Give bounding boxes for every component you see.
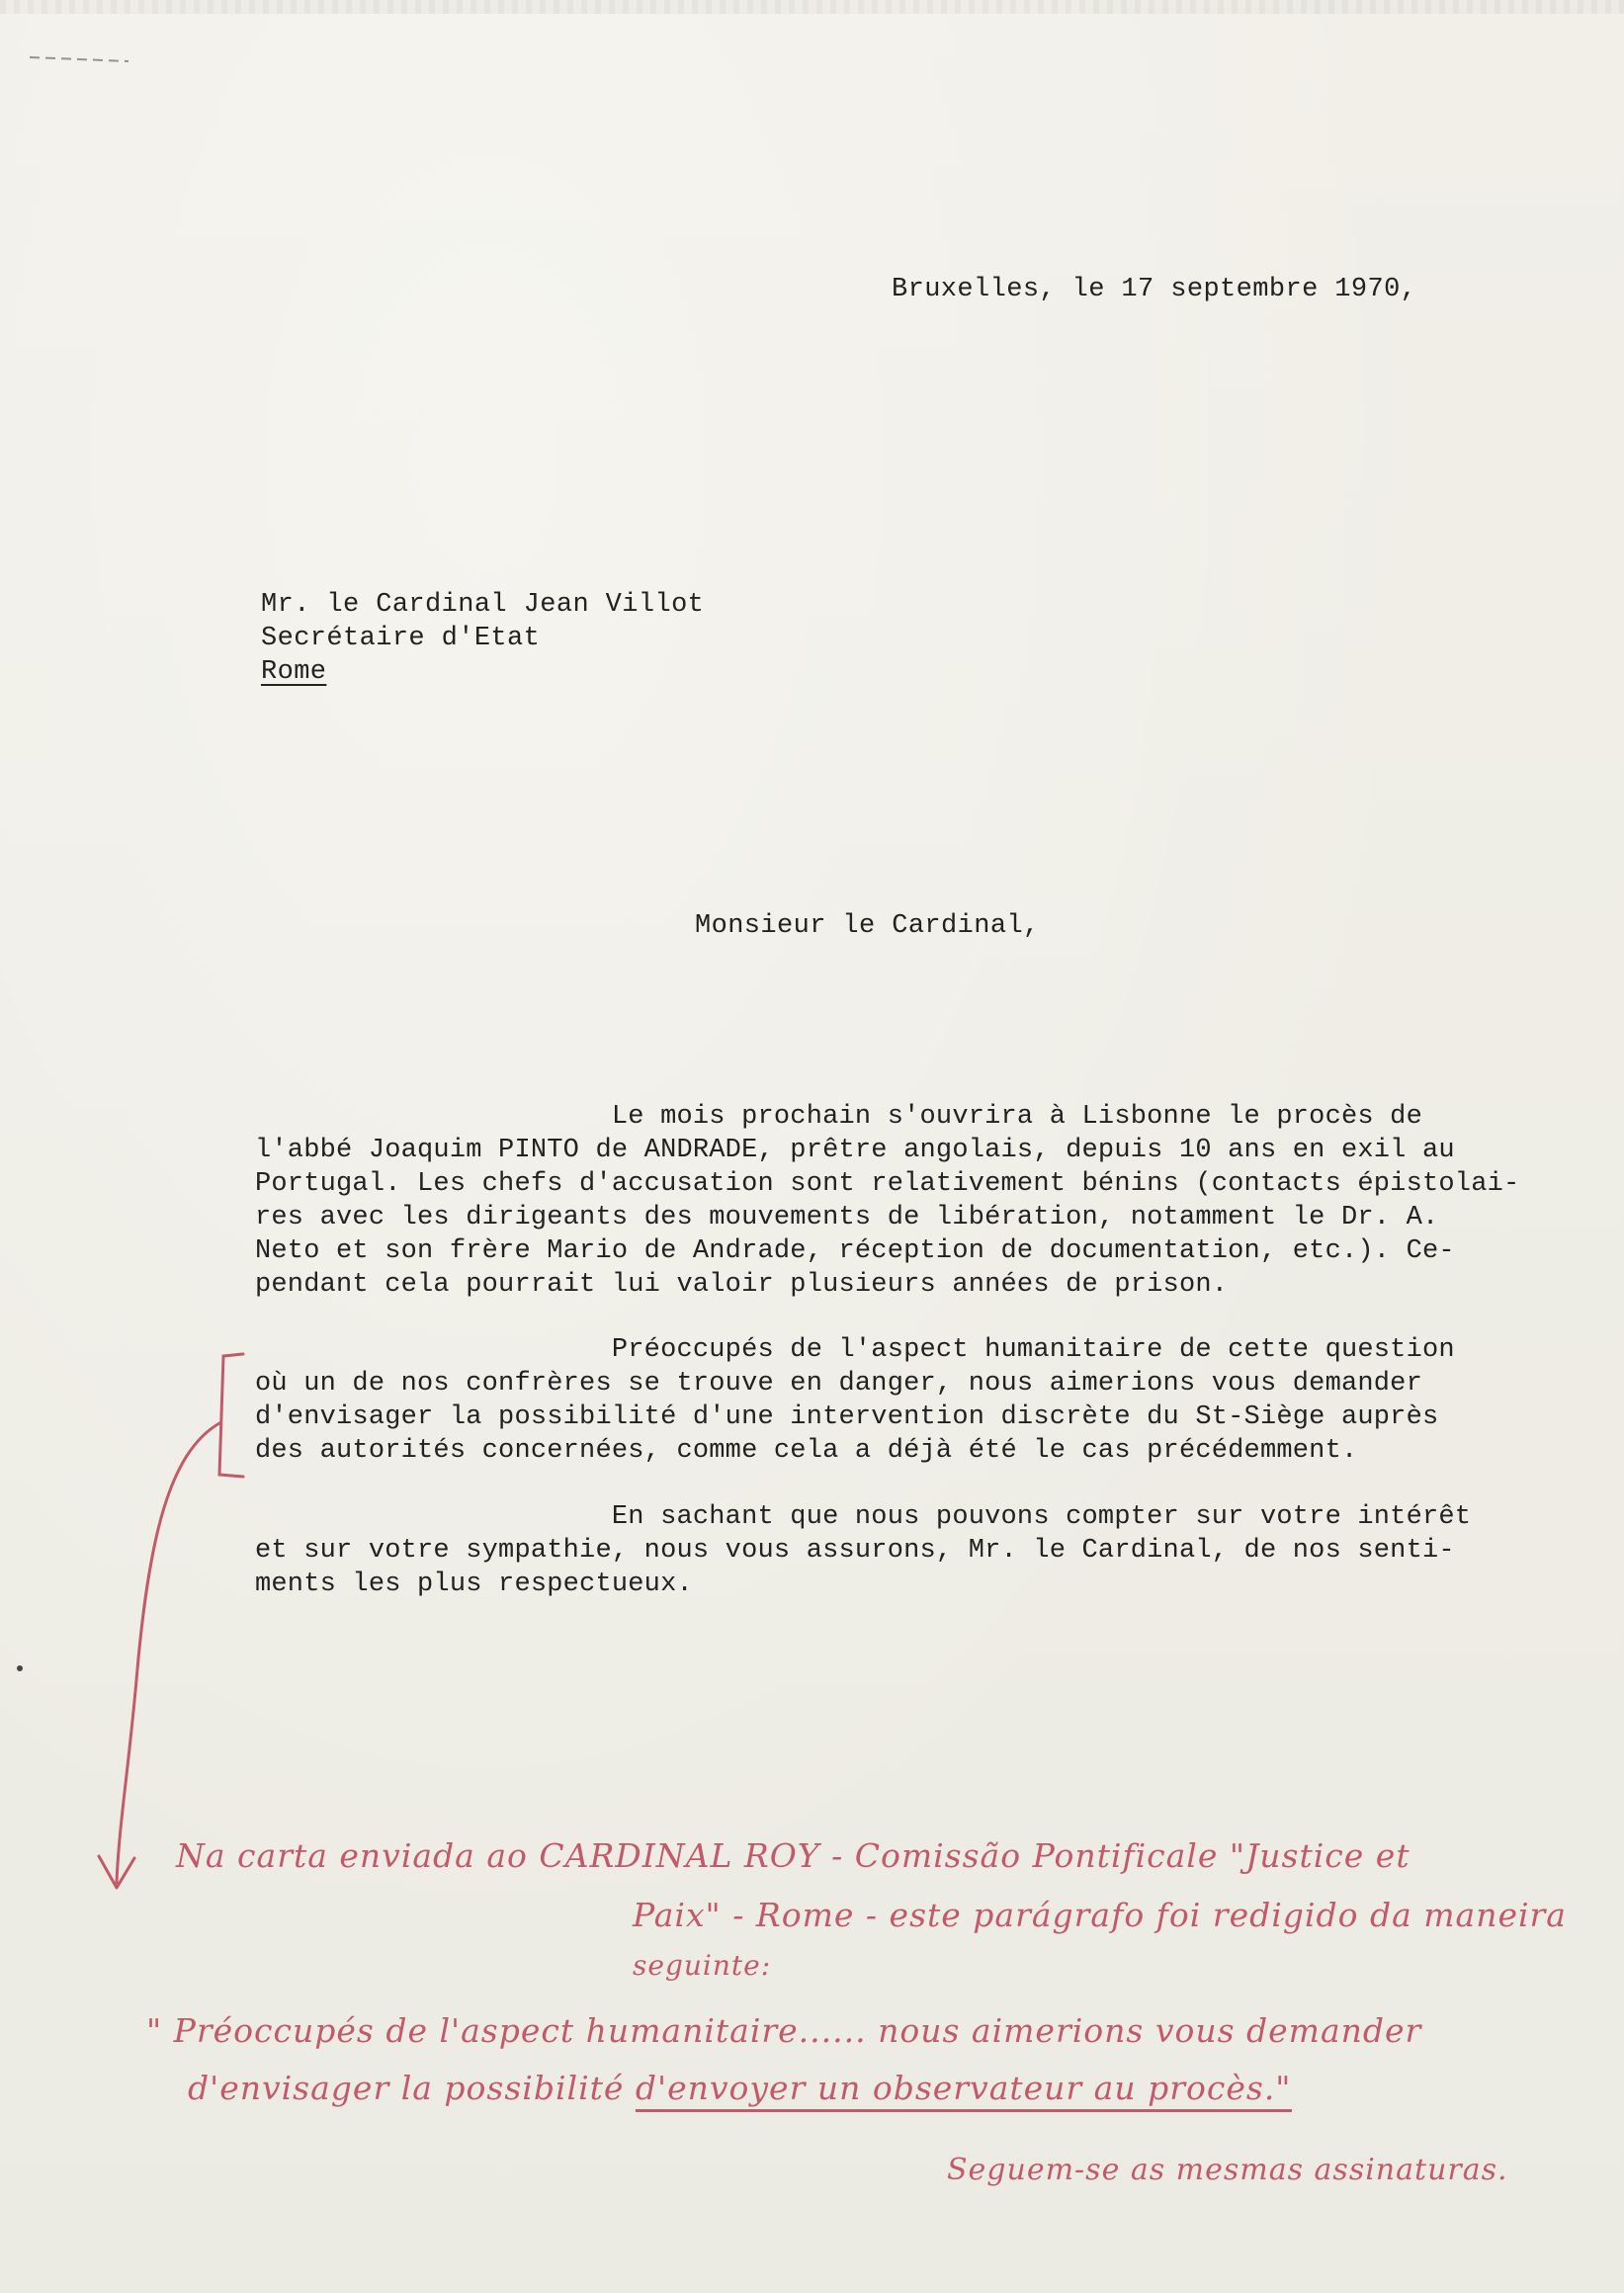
scan-speck (30, 57, 128, 61)
annotation-line-5 (188, 2069, 1292, 2107)
paragraph-line: des autorités concernées, comme cela a déjà été le cas précédemment. (255, 1436, 1358, 1466)
annotation-underlined-phrase: d'envoyer un observateur au procès." (636, 2069, 1292, 2112)
paragraph-line: ments les plus respectueux. (255, 1570, 693, 1599)
paragraph-line: Le mois prochain s'ouvrira à Lisbonne le procès de (255, 1102, 1422, 1132)
annotation-line-6: Seguem-se as mesmas assinaturas. (947, 2153, 1508, 2187)
annotation-line-3: seguinte: (633, 1949, 772, 1982)
paragraph-line: l'abbé Joaquim PINTO de ANDRADE, prêtre angolais, depuis 10 ans en exil au (255, 1136, 1455, 1165)
margin-bracket-mark (219, 1354, 243, 1477)
annotation-line-1: Na carta enviada ao CARDINAL ROY - Comissão Pontificale "Justice et (176, 1836, 1410, 1875)
salutation: Monsieur le Cardinal, (695, 911, 1040, 941)
recipient-name: Mr. le Cardinal Jean Villot (261, 590, 705, 620)
recipient-title: Secrétaire d'Etat (261, 624, 541, 653)
margin-arrow-line (117, 1423, 219, 1883)
annotation-line-2: Paix" - Rome - este parágrafo foi redigido da maneira (633, 1896, 1567, 1934)
paragraph-line: où un de nos confrères se trouve en danger, nous aimerions vous demander (255, 1369, 1422, 1399)
letter-date: Bruxelles, le 17 septembre 1970, (892, 275, 1417, 304)
annotation-line-5-start: d'envisager la possibilité (188, 2069, 636, 2107)
paragraph-line: Portugal. Les chefs d'accusation sont relativement bénins (contacts épistolai- (255, 1169, 1520, 1199)
paragraph-line: En sachant que nous pouvons compter sur votre intérêt (255, 1502, 1472, 1532)
paragraph-line: Neto et son frère Mario de Andrade, réception de documentation, etc.). Ce- (255, 1236, 1455, 1266)
paragraph-line: pendant cela pourrait lui valoir plusieurs années de prison. (255, 1270, 1229, 1300)
scan-speck (17, 1665, 23, 1671)
paragraph-line: res avec les dirigeants des mouvements de libération, notamment le Dr. A. (255, 1203, 1439, 1232)
paragraph-line: et sur votre sympathie, nous vous assurons, Mr. le Cardinal, de nos senti- (255, 1536, 1455, 1566)
recipient-city: Rome (261, 657, 327, 687)
paragraph-line: Préoccupés de l'aspect humanitaire de cette question (255, 1335, 1455, 1365)
paragraph-line: d'envisager la possibilité d'une intervention discrète du St-Siège auprès (255, 1402, 1439, 1432)
annotation-line-4: " Préoccupés de l'aspect humanitaire...... nous aimerions vous demander (146, 2011, 1422, 2050)
